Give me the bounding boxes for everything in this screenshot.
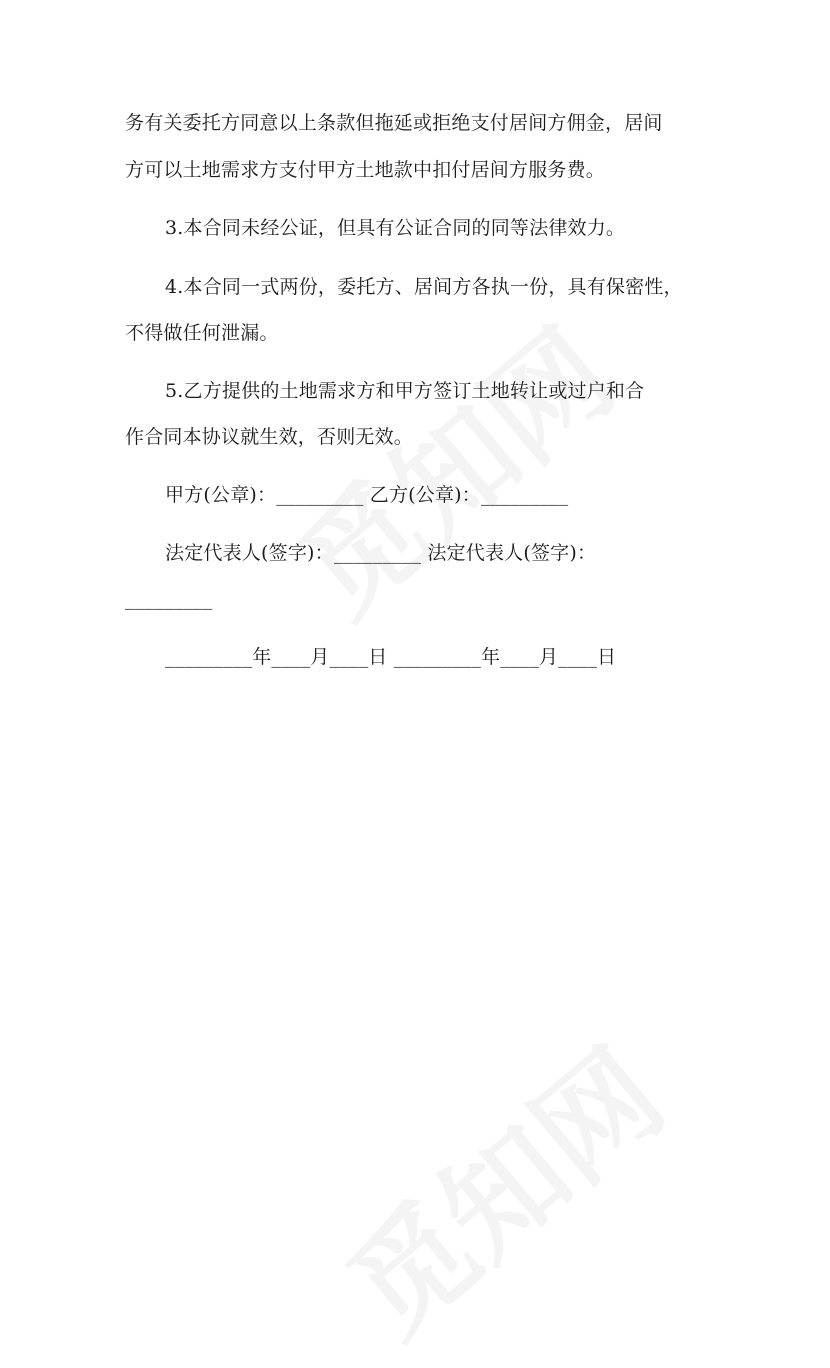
para3-line2: 不得做任何泄漏。 — [125, 322, 279, 344]
seal-line: 甲方(公章)：_________ 乙方(公章)：_________ — [165, 484, 569, 506]
watermark-top — [257, 284, 643, 647]
representative-line: 法定代表人(签字)：_________ 法定代表人(签字)： — [165, 542, 597, 564]
date-line: _________年____月____日 _________年____月____日 — [165, 646, 617, 668]
para4-line2: 作合同本协议就生效，否则无效。 — [125, 426, 414, 448]
representative-line-continued: _________ — [125, 588, 213, 610]
watermark-bottom — [307, 1004, 693, 1367]
para1-line2: 方可以土地需求方支付甲方土地款中扣付居间方服务费。 — [125, 159, 606, 181]
para2-clause3: 3.本合同未经公证，但具有公证合同的同等法律效力。 — [165, 217, 626, 239]
para4-line1: 5.乙方提供的土地需求方和甲方签订土地转让或过户和合 — [165, 380, 645, 402]
para1-line1: 务有关委托方同意以上条款但拖延或拒绝支付居间方佣金，居间 — [125, 112, 663, 134]
para3-line1: 4.本合同一式两份，委托方、居间方各执一份，具有保密性， — [165, 276, 683, 298]
